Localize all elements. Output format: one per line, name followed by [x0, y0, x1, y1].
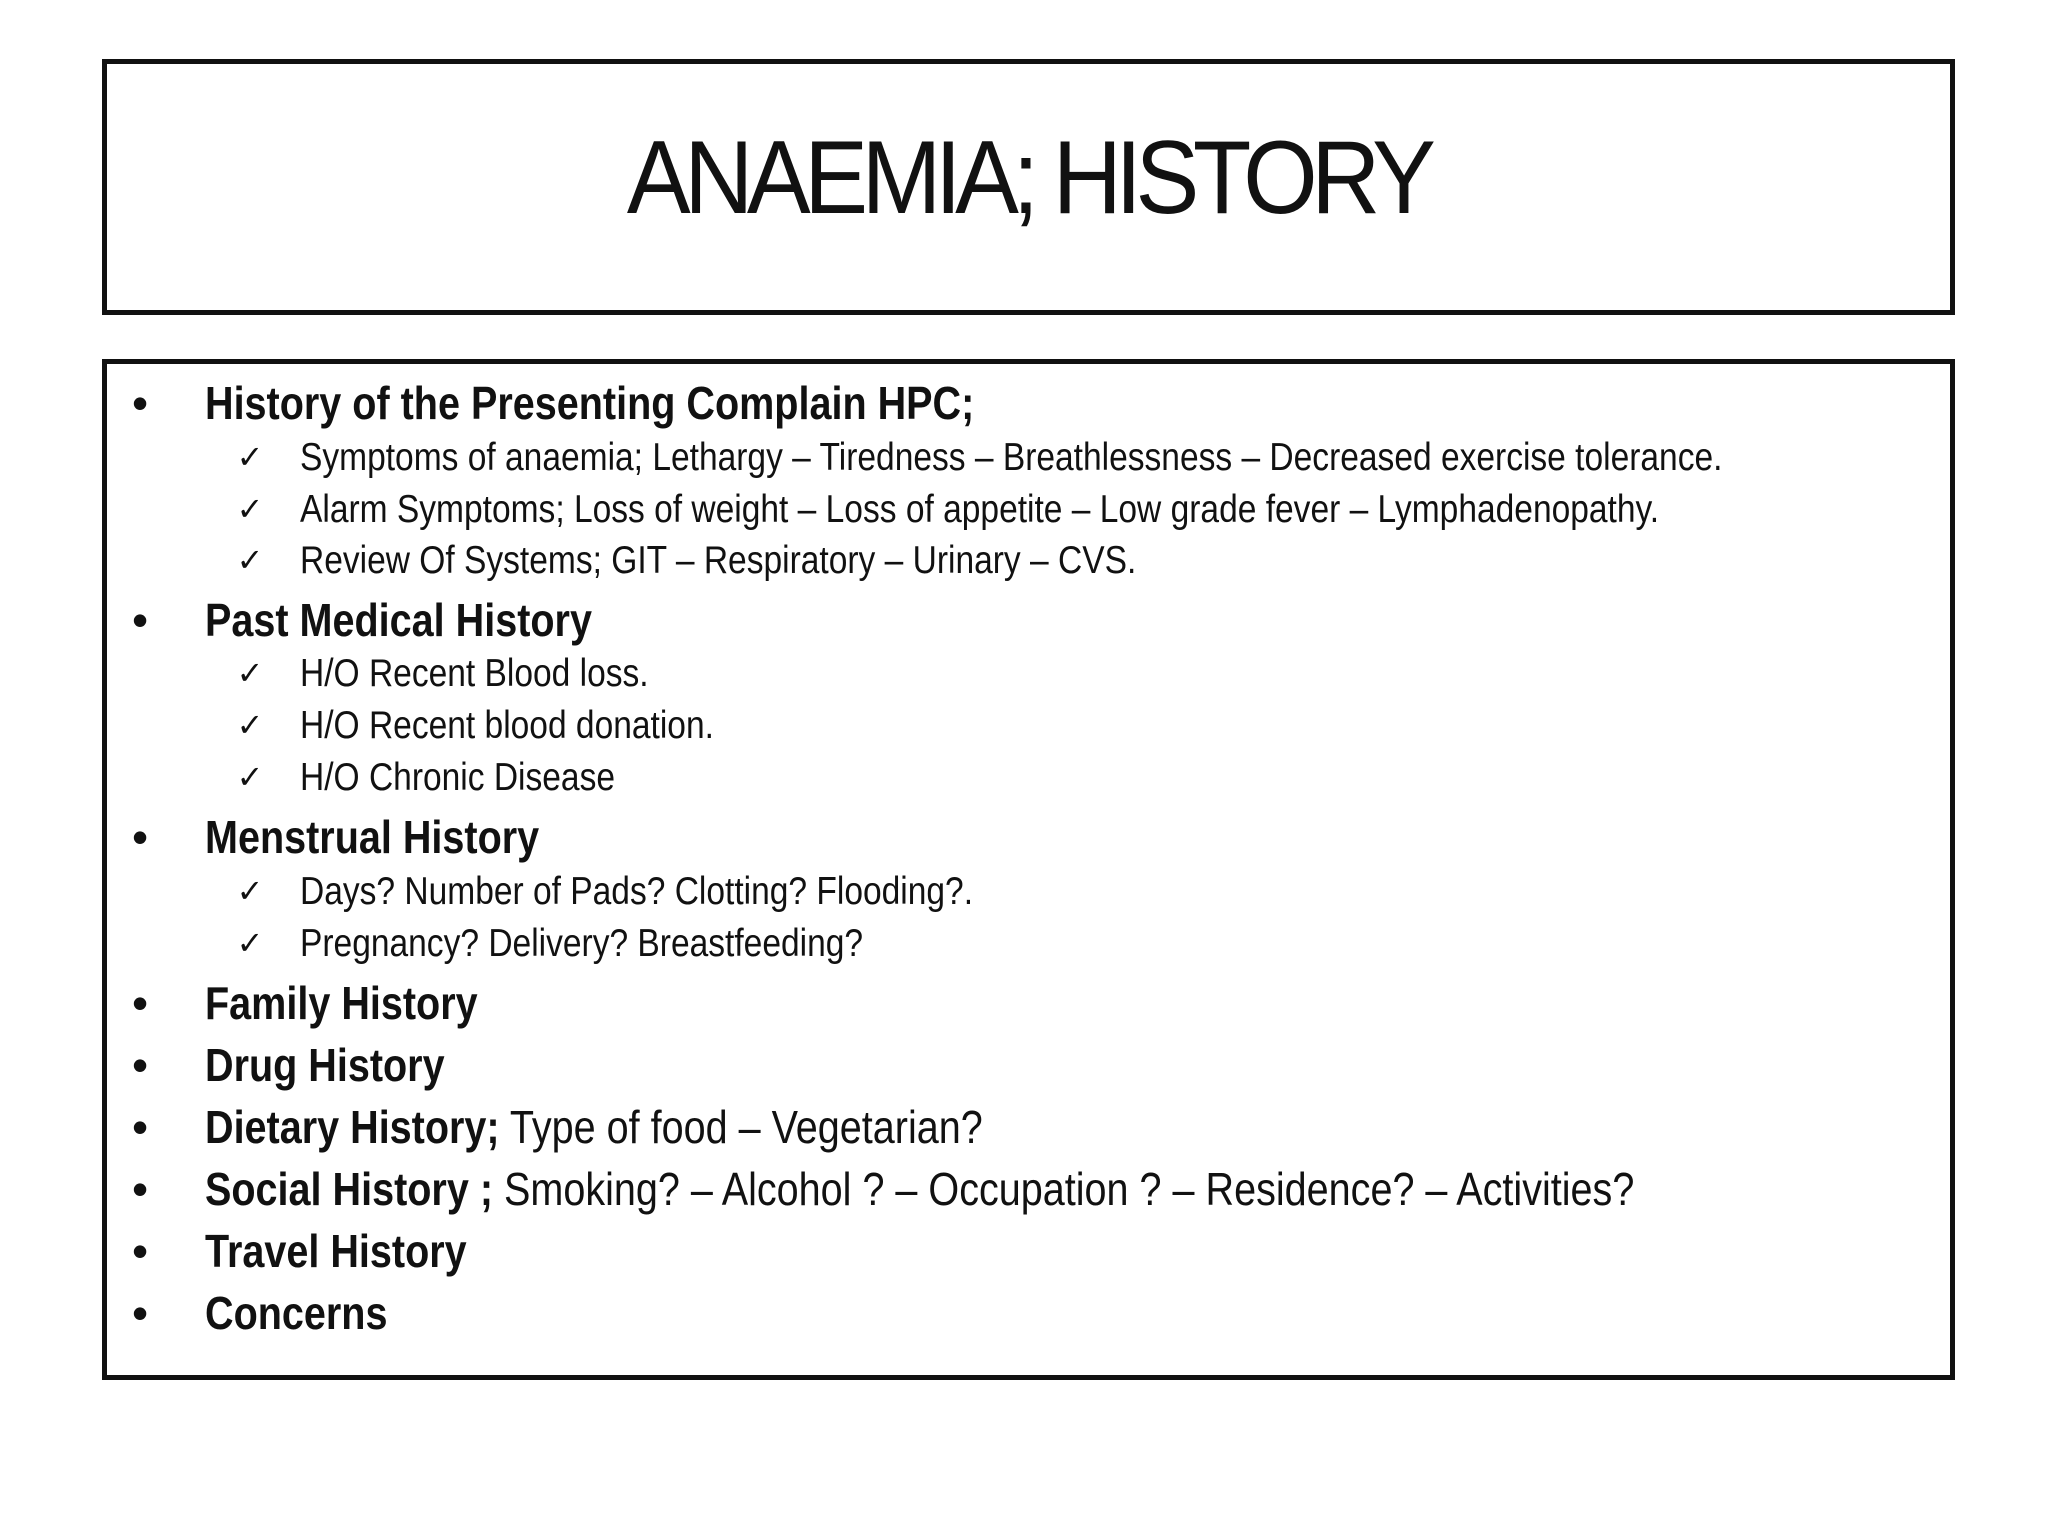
checkmark-icon: ✓ [236, 758, 264, 796]
section-dietary [107, 1096, 2048, 1158]
section-hpc [107, 372, 2048, 434]
list-item-text: H/O Recent Blood loss. [300, 652, 649, 695]
section-line [205, 1096, 983, 1158]
section-menstrual [107, 806, 2048, 868]
bullet-icon: • [131, 1101, 149, 1153]
list-item [107, 752, 666, 803]
bullet-icon: • [131, 977, 149, 1029]
section-family [107, 972, 2048, 1034]
slide-title: ANAEMIA; HISTORY [627, 119, 1430, 236]
list-item-text: Symptoms of anaemia; Lethargy – Tiredness – Breathlessness – Decreased exercise tolerance. [300, 436, 1723, 479]
checkmark-icon: ✓ [236, 438, 264, 476]
section-text: Type of food – Vegetarian? [499, 1101, 983, 1153]
checkmark-icon: ✓ [236, 706, 264, 744]
bullet-icon: • [131, 811, 149, 863]
section-label: Past Medical History [205, 594, 592, 646]
bullet-icon: • [131, 377, 149, 429]
list-item [107, 866, 1083, 917]
list-item [107, 648, 705, 699]
section-label: Drug History [205, 1039, 445, 1091]
list-item-text: H/O Recent blood donation. [300, 704, 714, 747]
list-item [107, 535, 1272, 586]
bullet-icon: • [131, 1163, 149, 1215]
list-item-text: Alarm Symptoms; Loss of weight – Loss of appetite – Low grade fever – Lymphadenopathy. [300, 488, 1660, 531]
list-item [107, 918, 955, 969]
section-drug [107, 1034, 2048, 1096]
section-label: Social History ; [205, 1163, 493, 1215]
checkmark-icon: ✓ [236, 872, 264, 910]
checkmark-icon: ✓ [236, 490, 264, 528]
section-past-medical [107, 589, 2048, 651]
content-box [102, 359, 1955, 1380]
list-item-text: Days? Number of Pads? Clotting? Flooding?. [300, 870, 974, 913]
section-label: Concerns [205, 1287, 388, 1339]
bullet-icon: • [131, 1225, 149, 1277]
list-item [107, 700, 781, 751]
section-label: Family History [205, 977, 478, 1029]
bullet-icon: • [131, 1039, 149, 1091]
checkmark-icon: ✓ [236, 541, 264, 579]
list-item [107, 484, 1880, 535]
section-social [107, 1158, 2048, 1220]
list-item-text: H/O Chronic Disease [300, 756, 616, 799]
section-label: Dietary History; [205, 1101, 500, 1153]
section-label: Travel History [205, 1225, 467, 1277]
bullet-icon: • [131, 594, 149, 646]
section-concerns [107, 1282, 2048, 1344]
checkmark-icon: ✓ [236, 654, 264, 692]
list-item-text: Pregnancy? Delivery? Breastfeeding? [300, 922, 864, 965]
list-item [107, 432, 1954, 483]
list-item-text: Review Of Systems; GIT – Respiratory – Urinary – CVS. [300, 539, 1137, 582]
section-text: Smoking? – Alcohol ? – Occupation ? – Residence? – Activities? [492, 1163, 1635, 1215]
bullet-icon: • [131, 1287, 149, 1339]
section-label: Menstrual History [205, 811, 540, 863]
section-label: History of the Presenting Complain HPC; [205, 377, 975, 429]
checkmark-icon: ✓ [236, 924, 264, 962]
title-box [102, 59, 1955, 315]
section-travel [107, 1220, 2048, 1282]
section-line [205, 1158, 1634, 1220]
